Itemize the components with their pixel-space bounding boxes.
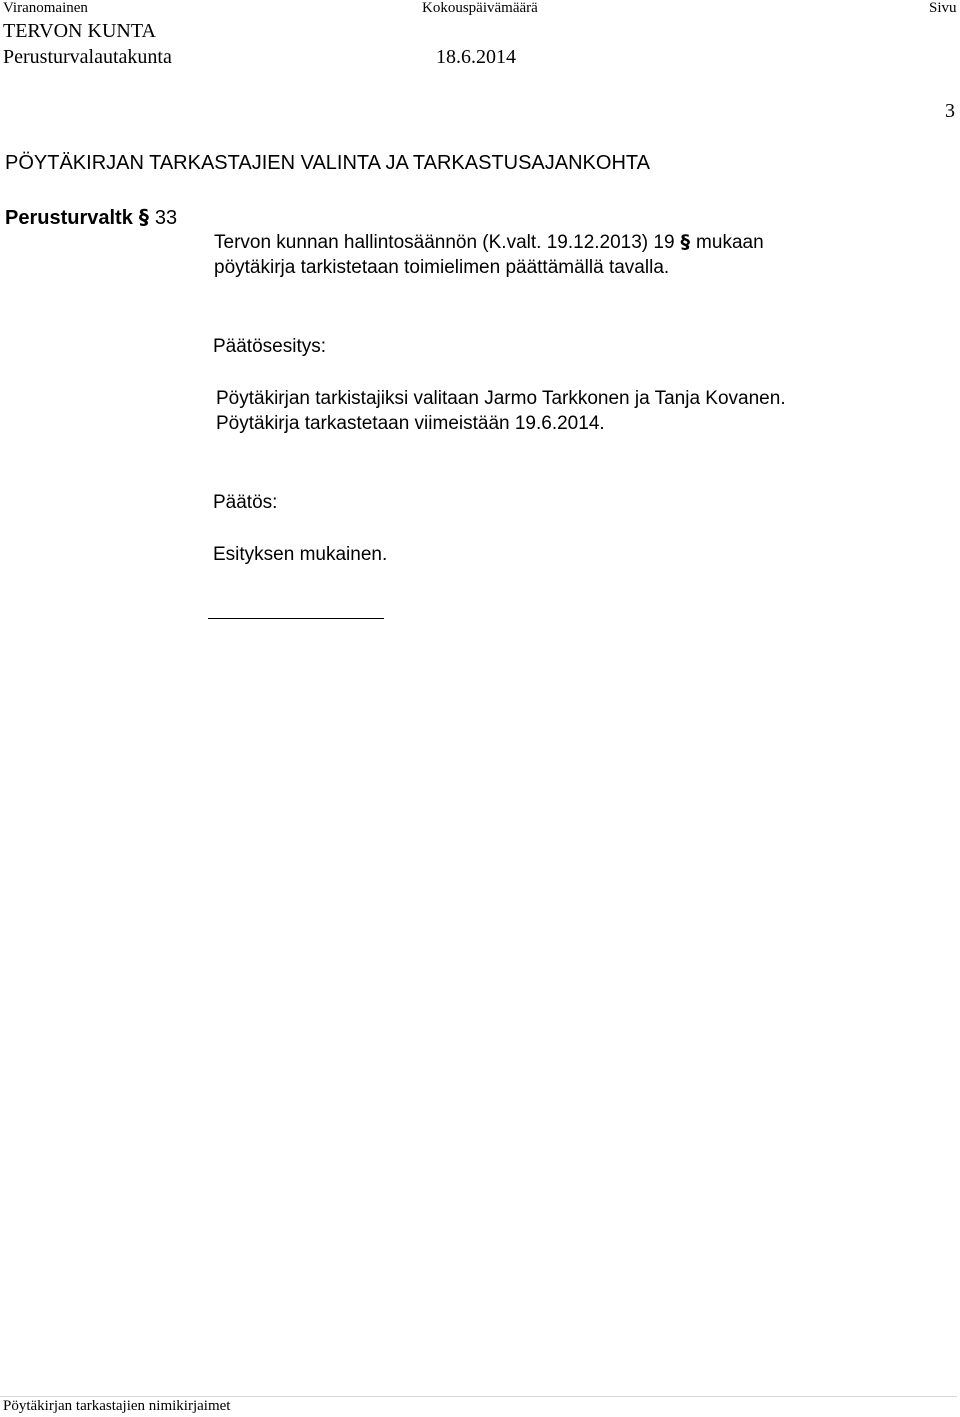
intro-line-1 xyxy=(214,230,764,255)
page-number: 3 xyxy=(945,100,955,122)
intro-section-symbol: § xyxy=(680,231,691,253)
proposal-line-1: Pöytäkirjan tarkistajiksi valitaan Jarmo Tarkkonen ja Tanja Kovanen. xyxy=(216,388,786,409)
decision-text: Esityksen mukainen. xyxy=(213,544,388,565)
section-reference xyxy=(5,205,177,230)
proposal-label: Päätösesitys: xyxy=(213,336,326,357)
intro-line-2: pöytäkirja tarkistetaan toimielimen päättämällä tavalla. xyxy=(214,257,670,278)
intro-line-1-end: mukaan xyxy=(696,232,764,253)
proposal-line-2: Pöytäkirja tarkastetaan viimeistään 19.6.2014. xyxy=(216,413,605,434)
intro-line-1-text: Tervon kunnan hallintosäännön (K.valt. 19.12.2013) 19 xyxy=(214,232,675,253)
section-number: 33 xyxy=(154,207,178,229)
item-title: PÖYTÄKIRJAN TARKASTAJIEN VALINTA JA TARKASTUSAJANKOHTA xyxy=(5,152,650,174)
header-date-label: Kokouspäivämäärä xyxy=(422,0,538,16)
header-page-label: Sivu xyxy=(929,0,957,16)
header-authority-label: Viranomainen xyxy=(3,0,88,16)
footer-divider xyxy=(0,1396,957,1397)
board-reference: Perusturvaltk xyxy=(5,207,133,229)
end-of-item-rule xyxy=(208,618,384,619)
footer-signatures-label: Pöytäkirjan tarkastajien nimikirjaimet xyxy=(3,1398,231,1414)
meeting-date: 18.6.2014 xyxy=(436,46,516,68)
authority-name: Perusturvalautakunta xyxy=(3,46,172,68)
section-symbol: § xyxy=(138,205,149,229)
decision-label: Päätös: xyxy=(213,492,278,513)
organization-name: TERVON KUNTA xyxy=(3,20,156,42)
